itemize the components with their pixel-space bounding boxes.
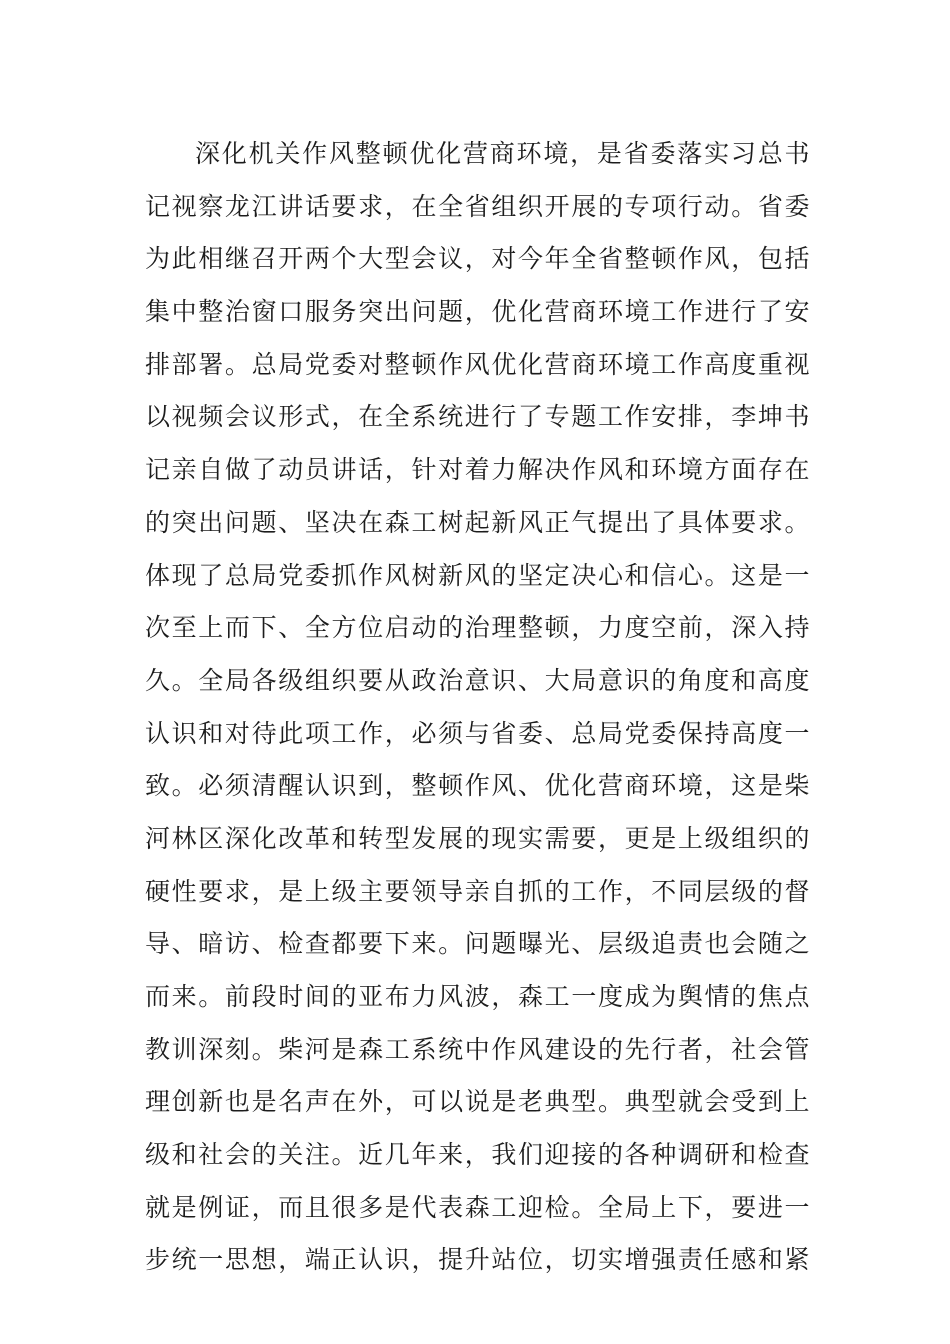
text-line: 以视频会议形式，在全系统进行了专题工作安排，李坤书 <box>145 402 810 432</box>
text-line: 排部署。总局党委对整顿作风优化营商环境工作高度重视 <box>145 349 810 379</box>
text-line: 记视察龙江讲话要求，在全省组织开展的专项行动。省委 <box>145 191 810 221</box>
text-line: 体现了总局党委抓作风树新风的坚定决心和信心。这是一 <box>145 560 810 590</box>
text-line: 认识和对待此项工作，必须与省委、总局党委保持高度一 <box>145 718 810 748</box>
text-line: 而来。前段时间的亚布力风波，森工一度成为舆情的焦点 <box>145 982 810 1011</box>
text-line: 深化机关作风整顿优化营商环境，是省委落实习总书 <box>195 139 810 168</box>
body-paragraph <box>145 128 810 1287</box>
text-line: 久。全局各级组织要从政治意识、大局意识的角度和高度 <box>145 665 810 695</box>
text-line: 理创新也是名声在外，可以说是老典型。典型就会受到上 <box>145 1087 810 1117</box>
text-line: 教训深刻。柴河是森工系统中作风建设的先行者，社会管 <box>145 1034 810 1064</box>
text-line: 致。必须清醒认识到，整顿作风、优化营商环境，这是柴 <box>145 771 810 801</box>
text-line: 为此相继召开两个大型会议，对今年全省整顿作风，包括 <box>145 244 810 274</box>
text-line: 记亲自做了动员讲话，针对着力解决作风和环境方面存在 <box>145 455 810 485</box>
text-line: 就是例证，而且很多是代表森工迎检。全局上下，要进一 <box>145 1192 810 1222</box>
text-line: 硬性要求，是上级主要领导亲自抓的工作，不同层级的督 <box>145 876 810 906</box>
text-line: 集中整治窗口服务突出问题，优化营商环境工作进行了安 <box>145 297 810 327</box>
text-line: 导、暗访、检查都要下来。问题曝光、层级追责也会随之 <box>145 929 810 959</box>
text-line: 河林区深化改革和转型发展的现实需要，更是上级组织的 <box>145 823 810 853</box>
text-line: 的突出问题、坚决在森工树起新风正气提出了具体要求。 <box>145 507 810 537</box>
text-line: 步统一思想，端正认识，提升站位，切实增强责任感和紧 <box>145 1245 810 1275</box>
text-line: 级和社会的关注。近几年来，我们迎接的各种调研和检查 <box>145 1140 810 1170</box>
text-line: 次至上而下、全方位启动的治理整顿，力度空前，深入持 <box>145 613 810 643</box>
